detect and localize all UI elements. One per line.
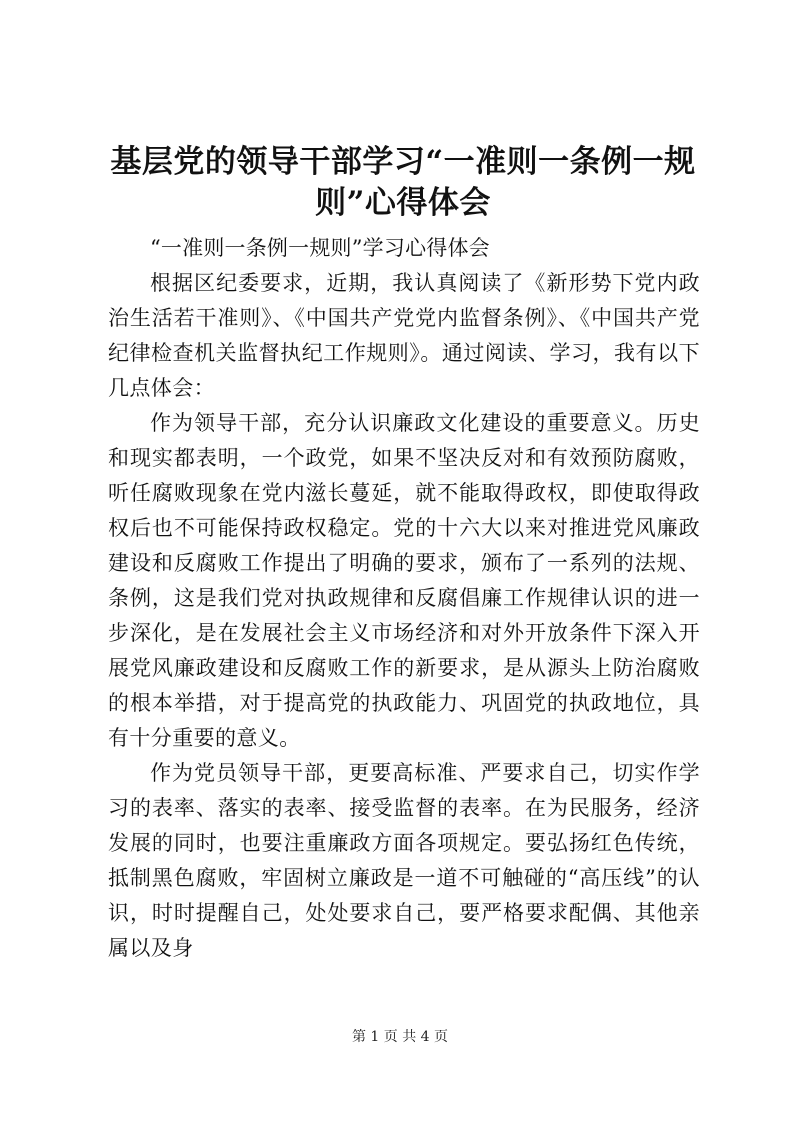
document-subtitle: “一准则一条例一规则”学习心得体会 <box>150 236 490 260</box>
document-body <box>108 231 700 966</box>
paragraph-significance: 作为领导干部，充分认识廉政文化建设的重要意义。历史和现实都表明，一个政党，如果不坚决反对和有效预防腐败，听任腐败现象在党内滋长蔓延，就不能取得政权，即使取得政权后也不可能保持政权稳定。党的十六大以来对推进党风廉政建设和反腐败工作提出了明确的要求，颁布了一系列的法规、条例，这是我们党对执政规律和反腐倡廉工作规律认识的进一步深化，是在发展社会主义市场经济和对外开放条件下深入开展党风廉政建设和反腐败工作的新要求，是从源头上防治腐败的根本举措，对于提高党的执政能力、巩固党的执政地位，具有十分重要的意义。 <box>108 411 700 750</box>
paragraph-intro: 根据区纪委要求，近期，我认真阅读了《新形势下党内政治生活若干准则》、《中国共产党党内监督条例》、《中国共产党纪律检查机关监督执纪工作规则》。通过阅读、学习，我有以下几点体会： <box>108 271 700 400</box>
page-footer: 第 1 页 共 4 页 <box>351 1029 449 1045</box>
paragraph-standards: 作为党员领导干部，更要高标准、严要求自己，切实作学习的表率、落实的表率、接受监督的表率。在为民服务，经济发展的同时，也要注重廉政方面各项规定。要弘扬红色传统，抵制黑色腐败，牢固树立廉政是一道不可触碰的“高压线”的认识，时时提醒自己，处处要求自己，要严格要求配偶、其他亲属以及身 <box>108 761 700 960</box>
document-title: 基层党的领导干部学习“一准则一条例一规则”心得体会 <box>110 144 696 221</box>
